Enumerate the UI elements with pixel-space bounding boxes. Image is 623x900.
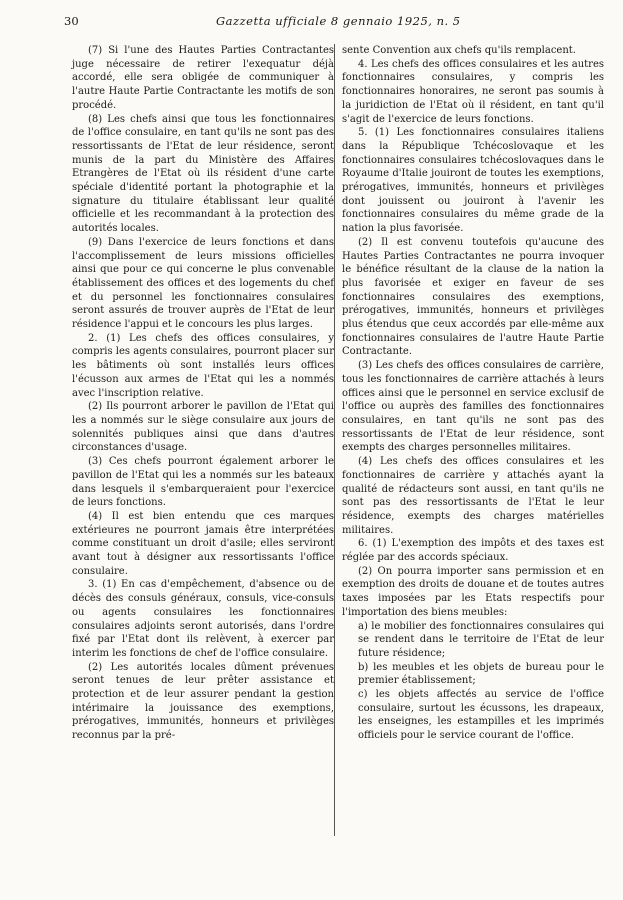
list-item: b) les meubles et les objets de bureau pour le premier établissement; bbox=[358, 661, 604, 687]
paragraph: (4) Il est bien entendu que ces marques extérieures ne pourront jamais être interprétées comme constituant un droit d'asile; elles serviront avant tout à désigner aux ressortissants l'office consulaire. bbox=[72, 510, 334, 577]
list-item: c) les objets affectés au service de l'office consulaire, surtout les écussons, les drapeaux, les enseignes, les estampilles et les imprimés officiels pour le service courant de l'office. bbox=[358, 689, 604, 742]
left-column bbox=[72, 44, 334, 743]
page-number: 30 bbox=[64, 14, 79, 28]
paragraph: 2. (1) Les chefs des offices consulaires, y compris les agents consulaires, pourront placer sur les bâtiments où sont installés leurs offices l'écusson aux armes de l'Etat qui les a nommés avec l'inscription relative. bbox=[72, 332, 334, 399]
paragraph: (2) Les autorités locales dûment prévenues seront tenues de leur prêter assistance et protection et de leur assurer pendant la gestion intérimaire la jouissance des exemptions, prérogatives, immunités, honneurs et privilèges reconnus par la pré- bbox=[72, 661, 334, 742]
right-column bbox=[342, 44, 604, 743]
paragraph: (2) Ils pourront arborer le pavillon de l'Etat qui les a nommés sur le siège consulaire aux jours de solennités publiques ainsi que dans d'autres circonstances d'usage. bbox=[72, 401, 334, 454]
paragraph: (3) Ces chefs pourront également arborer le pavillon de l'Etat qui les a nommés sur les bateaux dans lesquels il s'embarqueraient pour l'exercice de leurs fonctions. bbox=[72, 456, 334, 509]
paragraph: 6. (1) L'exemption des impôts et des taxes est réglée par des accords spéciaux. bbox=[342, 538, 604, 564]
paragraph: (9) Dans l'exercice de leurs fonctions et dans l'accomplissement de leurs missions officielles ainsi que pour ce qui concerne le plus convenable établissement des offices et des logements du chef et du personnel les fonctionnaires consulaires seront assurés de trouver auprès de l'Etat de leur résidence l'appui et le concours les plus larges. bbox=[72, 236, 334, 331]
paragraph: (7) Si l'une des Hautes Parties Contractantes juge nécessaire de retirer l'exequatur déjà accordé, elle sera obligée de communiquer à l'autre Haute Partie Contractante les motifs de son procédé. bbox=[72, 45, 334, 111]
paragraph: (4) Les chefs des offices consulaires et les fonctionnaires de carrière y attachés ayant la qualité de rédacteurs sont aussi, en tant qu'ils ne sont pas des ressortissants de l'Etat le leur résidence, exempts des charges matérielles militaires. bbox=[342, 456, 604, 536]
paragraph: (8) Les chefs ainsi que tous les fonctionnaires de l'office consulaire, en tant qu'ils ne sont pas des ressortissants de l'Etat de leur résidence, seront munis de la part du Ministère des Affaires Etrangères de l'Etat où ils résident d'une carte spéciale d'identité portant la photographie et la signature du titulaire établissant leur qualité officielle et les recommandant à la protection des autorités locales. bbox=[72, 113, 334, 235]
paragraph: (3) Les chefs des offices consulaires de carrière, tous les fonctionnaires de carrière attachés à leurs offices ainsi que le personnel en service exclusif de l'office ou auprès des familles des fonctionnaires consulaires, en tant qu'ils ne sont pas des ressortissants de l'Etat de leur résidence, sont exempts des charges personnelles militaires. bbox=[342, 360, 604, 454]
running-title: Gazzetta ufficiale 8 gennaio 1925, n. 5 bbox=[216, 14, 461, 28]
column-divider bbox=[334, 44, 335, 836]
paragraph: 3. (1) En cas d'empêchement, d'absence ou de décès des consuls généraux, consuls, vice-consuls ou agents consulaires les fonctionnaires consulaires adjoints seront autorisés, dans l'ordre fixé par l'Etat dont ils relèvent, à exercer par interim les fonctions de chef de l'office consulaire. bbox=[72, 579, 334, 659]
list-item: a) le mobilier des fonctionnaires consulaires qui se rendent dans le territoire de l'Etat de leur future résidence; bbox=[358, 620, 604, 659]
paragraph: (2) Il est convenu toutefois qu'aucune des Hautes Parties Contractantes ne pourra invoquer le bénéfice résultant de la clause de la nation la plus favorisée et exiger en faveur de ses fonctionnaires consulaires des exemptions, prérogatives, immunités, honneurs et privilèges plus étendus que ceux accordés par elle-même aux fonctionnaires consulaires de l'autre Haute Partie Contractante. bbox=[342, 236, 604, 358]
paragraph: 4. Les chefs des offices consulaires et les autres fonctionnaires consulaires, y compris les fonctionnaires honoraires, ne seront pas soumis à la juridiction de l'Etat où il résident, en tant qu'il s'agit de l'exercice de leurs fonctions. bbox=[342, 58, 604, 125]
continued-paragraph: sente Convention aux chefs qu'ils remplacent. bbox=[342, 45, 576, 56]
paragraph: 5. (1) Les fonctionnaires consulaires italiens dans la République Tchécoslovaque et les fonctionnaires consulaires tchécoslovaques dans le Royaume d'Italie jouiront de toutes les exemptions, prérogatives, immunités, honneurs et privilèges dont jouissent ou jouiront à l'avenir les fonctionnaires consulaires du même grade de la nation la plus favorisée. bbox=[342, 127, 604, 235]
paragraph: (2) On pourra importer sans permission et en exemption des droits de douane et de toutes autres taxes imposées par les Etats respectifs pour l'importation des biens meubles: bbox=[342, 565, 604, 618]
page-header bbox=[64, 14, 610, 34]
